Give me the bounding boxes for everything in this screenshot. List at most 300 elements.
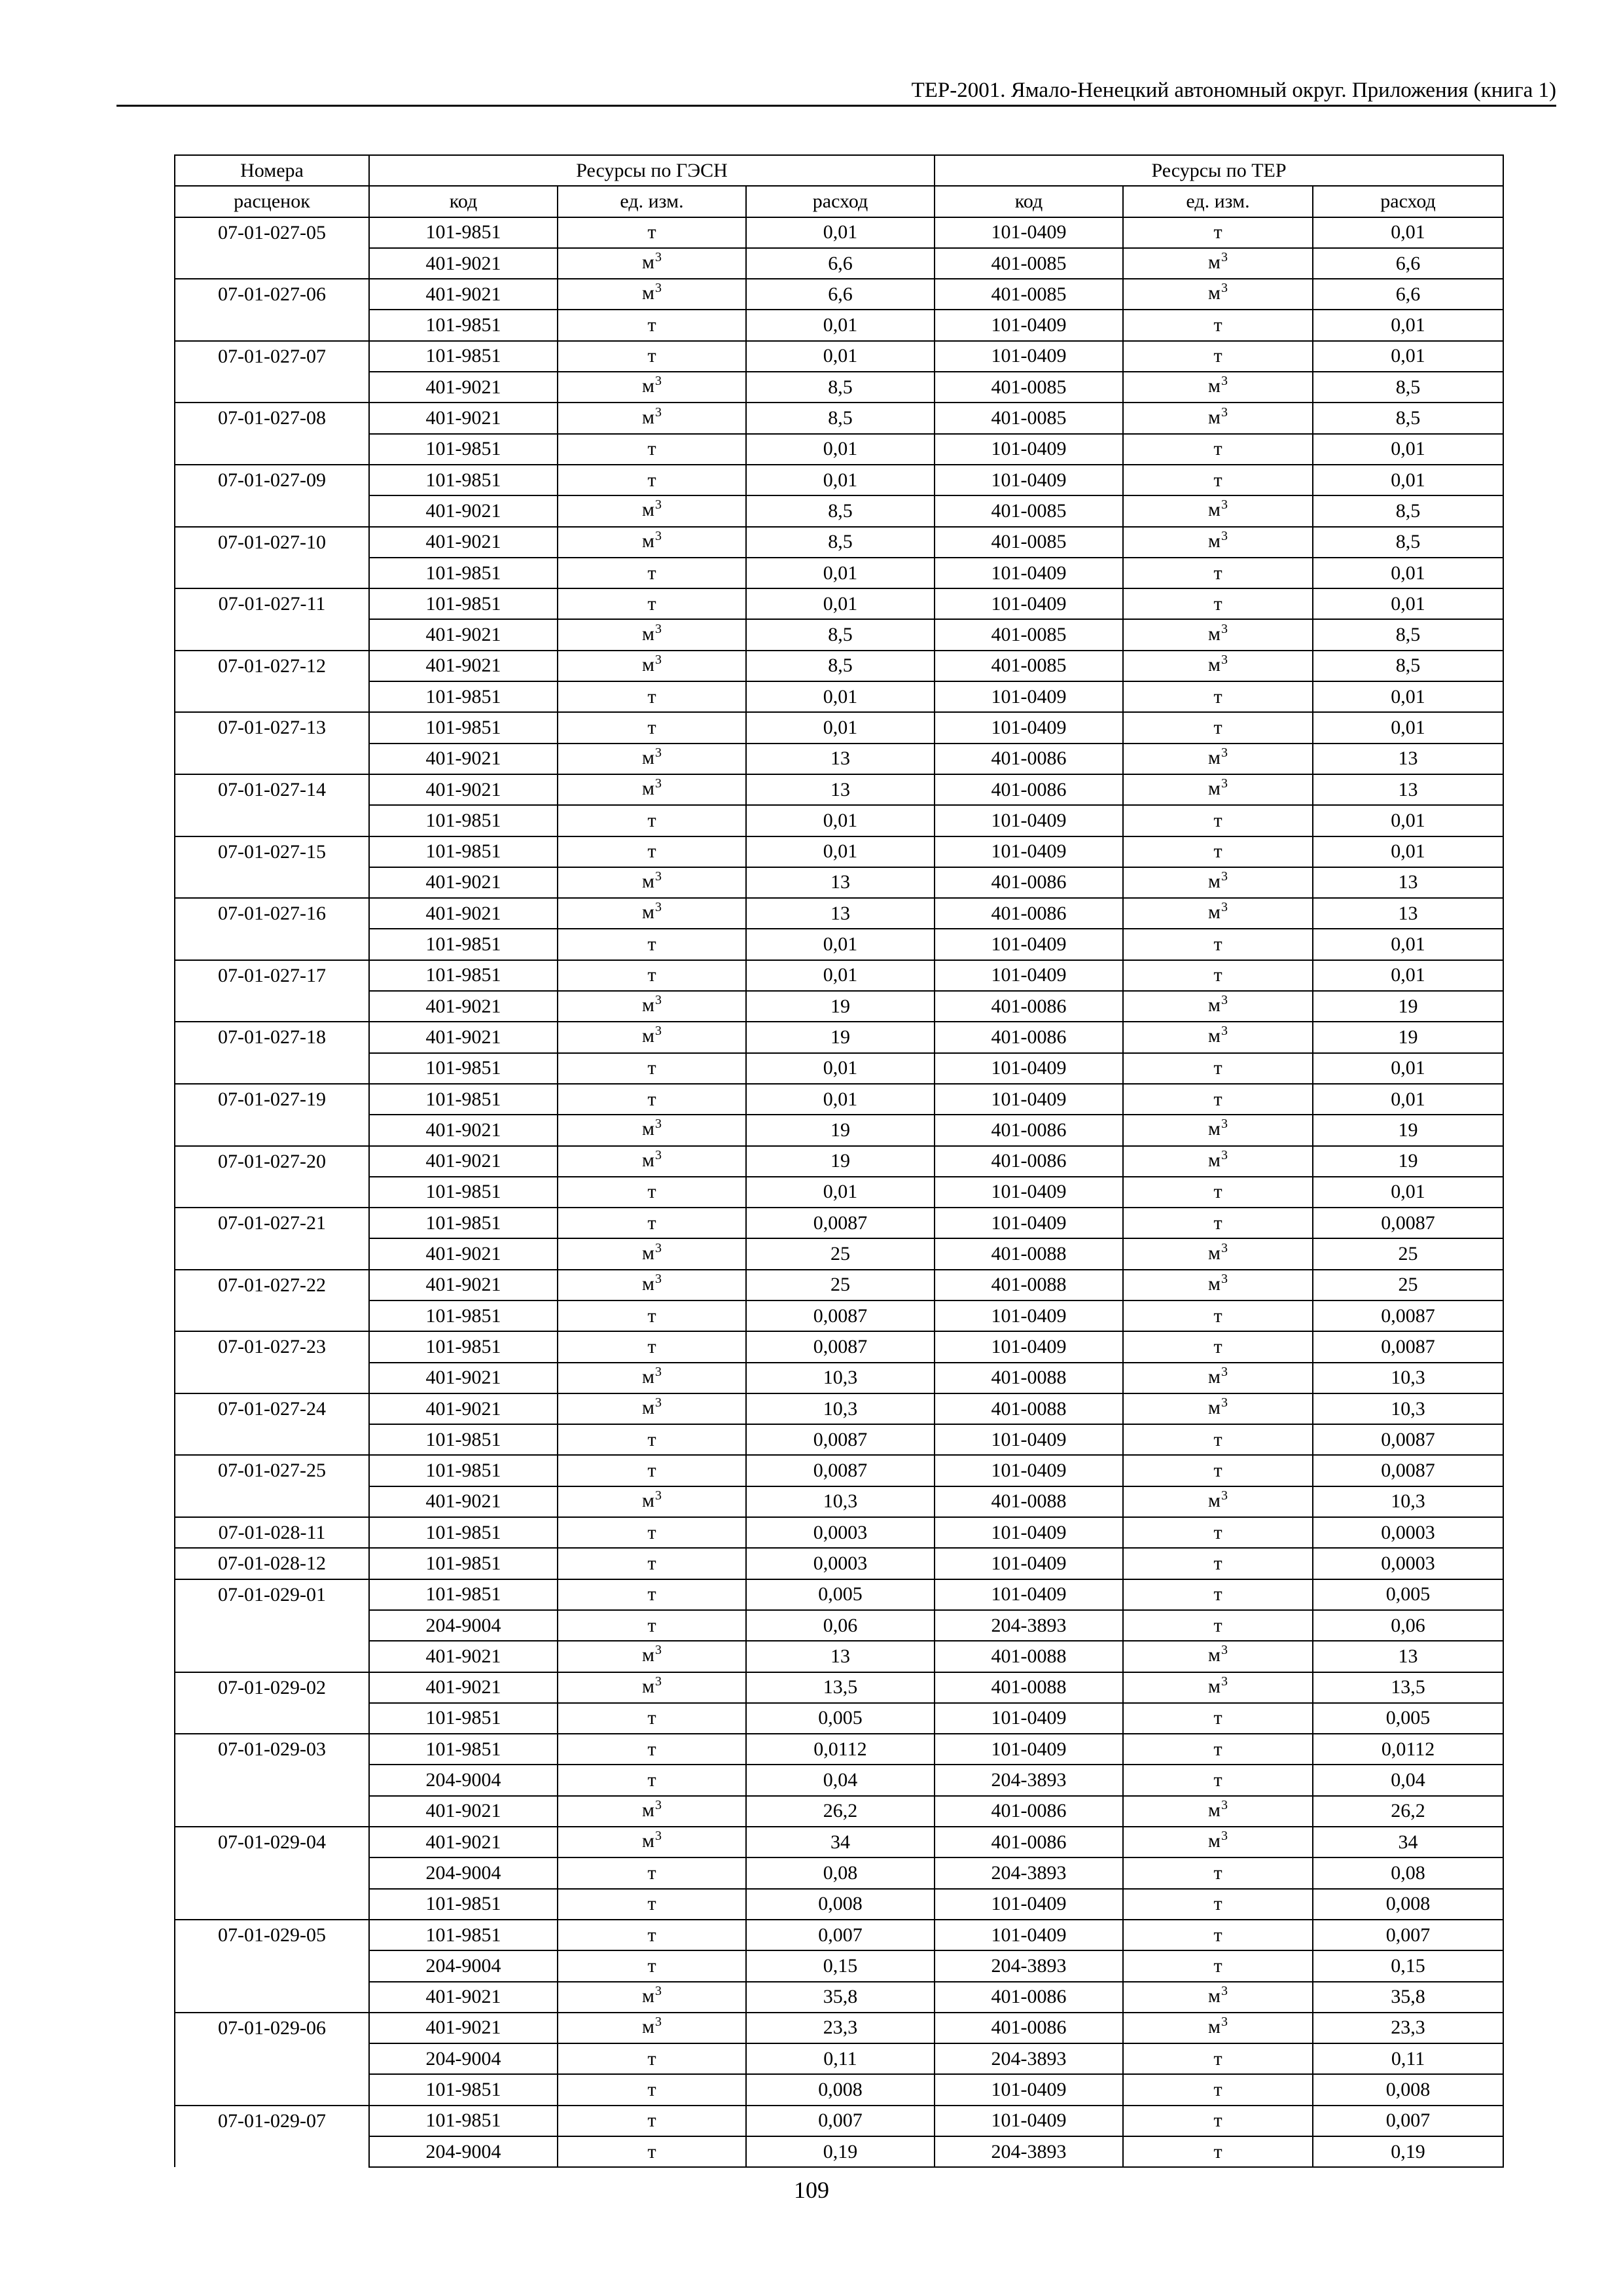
- ter-qty: 0,005: [1313, 1703, 1503, 1734]
- gesn-unit: $м^3$: [558, 495, 746, 526]
- gesn-qty: 10,3: [746, 1363, 935, 1393]
- table-row: [175, 2106, 1503, 2136]
- ter-qty: 0,01: [1313, 217, 1503, 248]
- ter-code: 401-0085: [935, 279, 1123, 310]
- ter-unit: т: [1123, 1950, 1313, 1981]
- ter-qty: 0,01: [1313, 929, 1503, 960]
- ter-code: 401-0086: [935, 1796, 1123, 1827]
- ter-qty: 0,01: [1313, 836, 1503, 867]
- gesn-qty: 8,5: [746, 651, 935, 681]
- table-row: [175, 2136, 1503, 2167]
- ter-qty: 13: [1313, 867, 1503, 898]
- gesn-unit: т: [558, 712, 746, 743]
- header-gesn-unit: ед. изм.: [558, 186, 746, 217]
- ter-qty: 19: [1313, 1022, 1503, 1052]
- ter-unit: т: [1123, 1331, 1313, 1362]
- ter-code: 101-0409: [935, 1455, 1123, 1486]
- gesn-code: 101-9851: [369, 1053, 558, 1084]
- gesn-code: 101-9851: [369, 1208, 558, 1238]
- ter-unit: т: [1123, 310, 1313, 340]
- table-row: [175, 1022, 1503, 1052]
- ter-qty: 0,0087: [1313, 1331, 1503, 1362]
- rate-number-text: 07-01-027-20: [218, 1150, 326, 1172]
- ter-qty: 0,0087: [1313, 1208, 1503, 1238]
- gesn-unit: т: [558, 1703, 746, 1734]
- rate-number: [175, 1331, 369, 1393]
- rate-number-text: 07-01-029-02: [218, 1676, 326, 1698]
- gesn-qty: 0,01: [746, 805, 935, 836]
- rate-number-text: 07-01-027-10: [218, 531, 326, 553]
- ter-unit: т: [1123, 1053, 1313, 1084]
- rate-number: [175, 527, 369, 589]
- gesn-code: 204-9004: [369, 1610, 558, 1641]
- rate-number-text: 07-01-027-06: [218, 283, 326, 306]
- ter-unit: т: [1123, 836, 1313, 867]
- ter-qty: 35,8: [1313, 1982, 1503, 2013]
- ter-code: 101-0409: [935, 341, 1123, 372]
- ter-qty: 0,0087: [1313, 1424, 1503, 1455]
- ter-qty: 10,3: [1313, 1486, 1503, 1517]
- ter-code: 204-3893: [935, 1857, 1123, 1888]
- table-row: [175, 1672, 1503, 1703]
- ter-code: 101-0409: [935, 1734, 1123, 1765]
- ter-code: 101-0409: [935, 929, 1123, 960]
- rate-number-text: 07-01-027-12: [218, 655, 326, 677]
- table-row: [175, 341, 1503, 372]
- rate-number: [175, 403, 369, 465]
- ter-code: 401-0086: [935, 1115, 1123, 1145]
- rate-number-text: 07-01-029-05: [218, 1924, 326, 1946]
- table-row: [175, 1517, 1503, 1548]
- ter-qty: 0,01: [1313, 805, 1503, 836]
- gesn-code: 401-9021: [369, 898, 558, 929]
- gesn-unit: $м^3$: [558, 527, 746, 558]
- ter-code: 204-3893: [935, 1610, 1123, 1641]
- ter-code: 401-0086: [935, 744, 1123, 774]
- gesn-qty: 25: [746, 1238, 935, 1269]
- ter-unit: $м^3$: [1123, 248, 1313, 279]
- ter-code: 101-0409: [935, 1703, 1123, 1734]
- ter-qty: 0,01: [1313, 1177, 1503, 1208]
- gesn-qty: 0,11: [746, 2043, 935, 2074]
- gesn-code: 401-9021: [369, 248, 558, 279]
- ter-qty: 13: [1313, 898, 1503, 929]
- gesn-unit: т: [558, 1208, 746, 1238]
- ter-unit: $м^3$: [1123, 898, 1313, 929]
- rate-number-text: 07-01-027-07: [218, 345, 326, 367]
- ter-unit: т: [1123, 929, 1313, 960]
- gesn-qty: 0,0087: [746, 1424, 935, 1455]
- ter-unit: $м^3$: [1123, 1022, 1313, 1052]
- gesn-qty: 0,01: [746, 836, 935, 867]
- gesn-qty: 0,04: [746, 1765, 935, 1795]
- gesn-unit: т: [558, 465, 746, 495]
- gesn-unit: т: [558, 1579, 746, 1610]
- page-number: 109: [794, 2177, 829, 2203]
- gesn-code: 401-9021: [369, 1641, 558, 1672]
- rate-number-text: 07-01-029-03: [218, 1738, 326, 1761]
- rate-number-text: 07-01-027-24: [218, 1397, 326, 1420]
- gesn-qty: 0,0003: [746, 1517, 935, 1548]
- ter-qty: 0,19: [1313, 2136, 1503, 2167]
- gesn-unit: т: [558, 1548, 746, 1579]
- ter-unit: т: [1123, 1889, 1313, 1920]
- ter-qty: 8,5: [1313, 372, 1503, 403]
- ter-code: 401-0085: [935, 248, 1123, 279]
- gesn-qty: 0,01: [746, 588, 935, 619]
- table-row: [175, 1982, 1503, 2013]
- ter-code: 401-0086: [935, 867, 1123, 898]
- rate-number-text: 07-01-028-11: [218, 1522, 326, 1544]
- gesn-code: 401-9021: [369, 1238, 558, 1269]
- ter-code: 401-0086: [935, 1146, 1123, 1177]
- ter-unit: т: [1123, 2136, 1313, 2167]
- gesn-qty: 8,5: [746, 403, 935, 433]
- table-row: [175, 1796, 1503, 1827]
- ter-code: 101-0409: [935, 588, 1123, 619]
- table-row: [175, 1053, 1503, 1084]
- table-row: [175, 2013, 1503, 2043]
- ter-qty: 0,01: [1313, 712, 1503, 743]
- ter-unit: т: [1123, 1610, 1313, 1641]
- gesn-unit: $м^3$: [558, 619, 746, 650]
- gesn-qty: 19: [746, 1115, 935, 1145]
- table-row: [175, 960, 1503, 991]
- gesn-qty: 6,6: [746, 248, 935, 279]
- table-row: [175, 1827, 1503, 1857]
- ter-qty: 0,01: [1313, 681, 1503, 712]
- gesn-unit: $м^3$: [558, 372, 746, 403]
- gesn-unit: т: [558, 1455, 746, 1486]
- gesn-qty: 0,15: [746, 1950, 935, 1981]
- table-row: [175, 744, 1503, 774]
- rate-number: [175, 836, 369, 899]
- gesn-qty: 0,0087: [746, 1455, 935, 1486]
- ter-code: 401-0088: [935, 1363, 1123, 1393]
- rate-number: [175, 1827, 369, 1920]
- ter-qty: 0,0003: [1313, 1548, 1503, 1579]
- gesn-unit: $м^3$: [558, 1146, 746, 1177]
- table-row: [175, 1363, 1503, 1393]
- ter-unit: $м^3$: [1123, 279, 1313, 310]
- gesn-code: 101-9851: [369, 588, 558, 619]
- ter-qty: 6,6: [1313, 279, 1503, 310]
- gesn-code: 401-9021: [369, 867, 558, 898]
- ter-qty: 0,008: [1313, 1889, 1503, 1920]
- gesn-code: 401-9021: [369, 651, 558, 681]
- gesn-code: 401-9021: [369, 1796, 558, 1827]
- gesn-code: 101-9851: [369, 1177, 558, 1208]
- gesn-qty: 0,0003: [746, 1548, 935, 1579]
- ter-unit: $м^3$: [1123, 1796, 1313, 1827]
- gesn-code: 101-9851: [369, 1455, 558, 1486]
- ter-unit: т: [1123, 588, 1313, 619]
- ter-code: 101-0409: [935, 1177, 1123, 1208]
- rate-number: [175, 1455, 369, 1517]
- gesn-qty: 26,2: [746, 1796, 935, 1827]
- table-row: [175, 1765, 1503, 1795]
- ter-qty: 0,04: [1313, 1765, 1503, 1795]
- ter-code: 101-0409: [935, 310, 1123, 340]
- gesn-qty: 8,5: [746, 495, 935, 526]
- ter-qty: 0,005: [1313, 1579, 1503, 1610]
- gesn-unit: $м^3$: [558, 1393, 746, 1424]
- ter-unit: т: [1123, 1765, 1313, 1795]
- ter-unit: $м^3$: [1123, 527, 1313, 558]
- ter-unit: т: [1123, 341, 1313, 372]
- ter-unit: $м^3$: [1123, 619, 1313, 650]
- ter-unit: $м^3$: [1123, 1641, 1313, 1672]
- ter-unit: $м^3$: [1123, 2013, 1313, 2043]
- rate-number: [175, 2106, 369, 2168]
- table-row: [175, 434, 1503, 465]
- header-gesn-qty: расход: [746, 186, 935, 217]
- rate-number-text: 07-01-027-16: [218, 903, 326, 925]
- table-row: [175, 465, 1503, 495]
- ter-unit: $м^3$: [1123, 1393, 1313, 1424]
- gesn-unit: т: [558, 805, 746, 836]
- gesn-qty: 0,01: [746, 1084, 935, 1115]
- gesn-unit: т: [558, 1300, 746, 1331]
- ter-qty: 0,01: [1313, 1084, 1503, 1115]
- ter-qty: 26,2: [1313, 1796, 1503, 1827]
- ter-code: 401-0088: [935, 1641, 1123, 1672]
- table-row: [175, 1950, 1503, 1981]
- table-row: [175, 588, 1503, 619]
- rate-number: [175, 217, 369, 279]
- gesn-qty: 35,8: [746, 1982, 935, 2013]
- gesn-unit: $м^3$: [558, 991, 746, 1022]
- table-row: [175, 1146, 1503, 1177]
- gesn-unit: $м^3$: [558, 1796, 746, 1827]
- ter-unit: т: [1123, 805, 1313, 836]
- ter-code: 101-0409: [935, 465, 1123, 495]
- gesn-code: 401-9021: [369, 372, 558, 403]
- gesn-unit: т: [558, 217, 746, 248]
- ter-code: 401-0085: [935, 403, 1123, 433]
- ter-code: 401-0088: [935, 1393, 1123, 1424]
- gesn-code: 401-9021: [369, 1022, 558, 1052]
- resources-table: [174, 154, 1504, 2168]
- gesn-qty: 0,01: [746, 681, 935, 712]
- ter-code: 101-0409: [935, 712, 1123, 743]
- gesn-unit: т: [558, 588, 746, 619]
- gesn-code: 101-9851: [369, 1084, 558, 1115]
- table-row: [175, 619, 1503, 650]
- rate-number: [175, 898, 369, 960]
- gesn-code: 101-9851: [369, 2074, 558, 2105]
- gesn-code: 101-9851: [369, 960, 558, 991]
- rate-number: [175, 774, 369, 836]
- ter-unit: т: [1123, 681, 1313, 712]
- ter-code: 101-0409: [935, 1208, 1123, 1238]
- gesn-code: 101-9851: [369, 1331, 558, 1362]
- ter-qty: 6,6: [1313, 248, 1503, 279]
- ter-qty: 0,01: [1313, 588, 1503, 619]
- gesn-qty: 0,0112: [746, 1734, 935, 1765]
- gesn-unit: $м^3$: [558, 1486, 746, 1517]
- gesn-qty: 0,0087: [746, 1208, 935, 1238]
- ter-qty: 0,007: [1313, 2106, 1503, 2136]
- gesn-code: 401-9021: [369, 774, 558, 805]
- gesn-code: 204-9004: [369, 1857, 558, 1888]
- ter-qty: 0,01: [1313, 310, 1503, 340]
- gesn-unit: $м^3$: [558, 1022, 746, 1052]
- table-row: [175, 403, 1503, 433]
- rate-number-text: 07-01-027-14: [218, 778, 326, 800]
- gesn-code: 401-9021: [369, 1827, 558, 1857]
- rate-number-text: 07-01-027-09: [218, 469, 326, 491]
- gesn-code: 401-9021: [369, 991, 558, 1022]
- ter-code: 401-0085: [935, 651, 1123, 681]
- gesn-code: 101-9851: [369, 434, 558, 465]
- gesn-qty: 0,01: [746, 960, 935, 991]
- table-row: [175, 1208, 1503, 1238]
- ter-code: 101-0409: [935, 1300, 1123, 1331]
- table-row: [175, 1084, 1503, 1115]
- ter-unit: т: [1123, 1920, 1313, 1950]
- header-ter-qty: расход: [1313, 186, 1503, 217]
- gesn-code: 401-9021: [369, 1363, 558, 1393]
- ter-code: 101-0409: [935, 217, 1123, 248]
- ter-code: 101-0409: [935, 1579, 1123, 1610]
- ter-unit: т: [1123, 1517, 1313, 1548]
- table-row: [175, 1270, 1503, 1300]
- gesn-code: 401-9021: [369, 1982, 558, 2013]
- gesn-qty: 6,6: [746, 279, 935, 310]
- ter-unit: т: [1123, 2106, 1313, 2136]
- header-rates: расценок: [175, 186, 369, 217]
- table-row: [175, 1424, 1503, 1455]
- table-row: [175, 2074, 1503, 2105]
- gesn-unit: т: [558, 1950, 746, 1981]
- ter-code: 401-0086: [935, 898, 1123, 929]
- ter-code: 101-0409: [935, 434, 1123, 465]
- gesn-code: 101-9851: [369, 712, 558, 743]
- gesn-code: 401-9021: [369, 279, 558, 310]
- gesn-qty: 19: [746, 1146, 935, 1177]
- ter-code: 401-0085: [935, 619, 1123, 650]
- ter-unit: т: [1123, 434, 1313, 465]
- ter-code: 101-0409: [935, 681, 1123, 712]
- ter-qty: 34: [1313, 1827, 1503, 1857]
- ter-qty: 13: [1313, 774, 1503, 805]
- gesn-qty: 0,01: [746, 929, 935, 960]
- ter-unit: т: [1123, 2074, 1313, 2105]
- gesn-unit: т: [558, 2043, 746, 2074]
- rate-number: [175, 1734, 369, 1827]
- rate-number: [175, 1672, 369, 1734]
- ter-code: 401-0086: [935, 1982, 1123, 2013]
- table-row: [175, 279, 1503, 310]
- ter-unit: т: [1123, 1857, 1313, 1888]
- header-ter-unit: ед. изм.: [1123, 186, 1313, 217]
- rate-number-text: 07-01-027-23: [218, 1336, 326, 1358]
- rate-number: [175, 1579, 369, 1672]
- ter-unit: $м^3$: [1123, 1115, 1313, 1145]
- ter-unit: т: [1123, 1455, 1313, 1486]
- gesn-code: 101-9851: [369, 1889, 558, 1920]
- gesn-unit: т: [558, 2136, 746, 2167]
- ter-code: 101-0409: [935, 1548, 1123, 1579]
- gesn-code: 101-9851: [369, 2106, 558, 2136]
- ter-unit: $м^3$: [1123, 651, 1313, 681]
- ter-unit: т: [1123, 1300, 1313, 1331]
- ter-code: 401-0085: [935, 527, 1123, 558]
- gesn-qty: 13: [746, 744, 935, 774]
- ter-unit: т: [1123, 465, 1313, 495]
- ter-code: 401-0085: [935, 372, 1123, 403]
- gesn-unit: т: [558, 2074, 746, 2105]
- gesn-code: 101-9851: [369, 341, 558, 372]
- gesn-code: 101-9851: [369, 836, 558, 867]
- gesn-qty: 13: [746, 1641, 935, 1672]
- gesn-qty: 0,08: [746, 1857, 935, 1888]
- ter-code: 401-0088: [935, 1270, 1123, 1300]
- table-row: [175, 774, 1503, 805]
- rate-number-text: 07-01-027-22: [218, 1274, 326, 1296]
- header-numbers: Номера: [175, 155, 369, 186]
- gesn-code: 101-9851: [369, 310, 558, 340]
- rate-number: [175, 1146, 369, 1208]
- ter-unit: т: [1123, 217, 1313, 248]
- ter-unit: т: [1123, 1734, 1313, 1765]
- gesn-unit: $м^3$: [558, 1827, 746, 1857]
- ter-qty: 8,5: [1313, 403, 1503, 433]
- rate-number-text: 07-01-027-15: [218, 840, 326, 863]
- ter-code: 101-0409: [935, 805, 1123, 836]
- gesn-unit: $м^3$: [558, 1270, 746, 1300]
- ter-unit: $м^3$: [1123, 1486, 1313, 1517]
- gesn-unit: т: [558, 310, 746, 340]
- ter-unit: т: [1123, 1084, 1313, 1115]
- gesn-code: 401-9021: [369, 2013, 558, 2043]
- table-row: [175, 1455, 1503, 1486]
- ter-qty: 8,5: [1313, 619, 1503, 650]
- table-row: [175, 1703, 1503, 1734]
- gesn-qty: 0,01: [746, 434, 935, 465]
- gesn-code: 101-9851: [369, 558, 558, 588]
- gesn-qty: 8,5: [746, 619, 935, 650]
- ter-unit: т: [1123, 1579, 1313, 1610]
- ter-code: 401-0086: [935, 774, 1123, 805]
- ter-code: 401-0086: [935, 991, 1123, 1022]
- ter-code: 204-3893: [935, 2136, 1123, 2167]
- ter-qty: 10,3: [1313, 1363, 1503, 1393]
- gesn-unit: т: [558, 1424, 746, 1455]
- gesn-unit: $м^3$: [558, 1363, 746, 1393]
- gesn-unit: $м^3$: [558, 867, 746, 898]
- rate-number: [175, 960, 369, 1022]
- ter-code: 101-0409: [935, 1053, 1123, 1084]
- table-row: [175, 1641, 1503, 1672]
- gesn-qty: 0,005: [746, 1579, 935, 1610]
- ter-qty: 19: [1313, 1146, 1503, 1177]
- table-row: [175, 867, 1503, 898]
- ter-qty: 0,01: [1313, 434, 1503, 465]
- ter-unit: т: [1123, 1208, 1313, 1238]
- ter-code: 401-0088: [935, 1672, 1123, 1703]
- gesn-unit: $м^3$: [558, 1672, 746, 1703]
- table-row: [175, 372, 1503, 403]
- gesn-qty: 0,01: [746, 341, 935, 372]
- gesn-code: 101-9851: [369, 217, 558, 248]
- gesn-qty: 13: [746, 867, 935, 898]
- ter-code: 401-0088: [935, 1486, 1123, 1517]
- header-rule: [116, 105, 1556, 107]
- table-row: [175, 310, 1503, 340]
- gesn-qty: 19: [746, 1022, 935, 1052]
